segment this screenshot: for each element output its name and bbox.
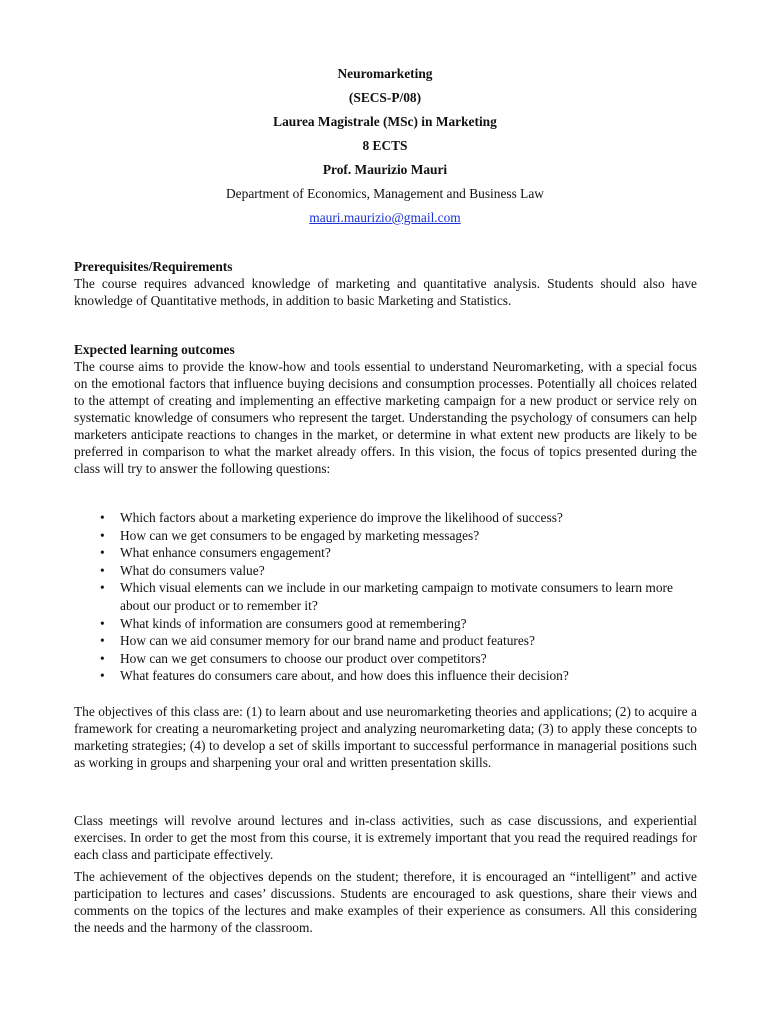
- email-link[interactable]: mauri.maurizio@gmail.com: [309, 210, 461, 225]
- bullet-icon: •: [100, 615, 105, 631]
- outcomes-section: [74, 341, 697, 477]
- list-item: • What enhance consumers engagement?: [100, 545, 331, 561]
- bullet-icon: •: [100, 527, 105, 543]
- course-code: (SECS-P/08): [348, 90, 422, 105]
- list-item: • How can we get consumers to choose our product over competitors?: [100, 650, 487, 666]
- outcomes-text: The course aims to provide the know-how and tools essential to understand Neuromarketing, with a special focus on the emotional factors that influence buying decisions and consumption processes. Potentially all choices related to the attempt of creating and implementing an effective marketing campaign for a new product or service rely on systematic knowledge of consumers who represent the target. Understanding the psychology of consumers can help marketers anticipate reactions to changes in the market, or determine in what extent new products are likely to be preferred in comparison to what the market already offers. In this vision, the focus of topics presented during the class will try to answer the following questions:: [74, 359, 697, 476]
- list-item: • What kinds of information are consumers good at remembering?: [100, 615, 467, 631]
- prerequisites-section: [74, 258, 697, 309]
- list-item: • What do consumers value?: [100, 562, 265, 578]
- questions-list: [74, 509, 697, 685]
- bullet-icon: •: [100, 545, 105, 561]
- professor-name: Prof. Maurizio Mauri: [322, 162, 448, 177]
- bullet-icon: •: [100, 580, 105, 596]
- course-title: Neuromarketing: [337, 66, 433, 81]
- list-item: • Which factors about a marketing experience do improve the likelihood of success?: [100, 510, 563, 525]
- department-name: Department of Economics, Management and Business Law: [226, 186, 544, 201]
- list-item: • What features do consumers care about, and how does this influence their decision?: [100, 668, 569, 684]
- bullet-icon: •: [100, 668, 105, 684]
- email-line: [0, 210, 770, 226]
- prerequisites-text: The course requires advanced knowledge of marketing and quantitative analysis. Students should also have knowledge of Quantitative methods, in addition to basic Marketing and Statistics.: [74, 276, 697, 308]
- list-item: • How can we get consumers to be engaged by marketing messages?: [100, 527, 480, 543]
- course-credits: 8 ECTS: [362, 138, 408, 153]
- meetings-paragraph: Class meetings will revolve around lectures and in-class activities, such as case discussions, and experiential exercises. In order to get the most from this course, it is extremely important that you read the required readings for each class and participate effectively.: [74, 813, 697, 862]
- bullet-icon: •: [100, 510, 105, 525]
- achievement-paragraph: The achievement of the objectives depends on the student; therefore, it is encouraged an “intelligent” and active participation to lectures and cases’ discussions. Students are encouraged to ask questions, share their views and comments on the topics of the lectures and make examples of their experience as consumers. All this considering the needs and the harmony of the classroom.: [74, 869, 697, 935]
- objectives-paragraph: The objectives of this class are: (1) to learn about and use neuromarketing theories and applications; (2) to acquire a framework for creating a neuromarketing project and analyzing neuromarketing data; (3) to apply these concepts to marketing strategies; (4) to develop a set of skills important to successful performance in managerial positions such as working in groups and sharpening your oral and written presentation skills.: [74, 704, 697, 770]
- bullet-icon: •: [100, 650, 105, 666]
- bullet-icon: •: [100, 562, 105, 578]
- outcomes-heading: Expected learning outcomes: [74, 342, 235, 357]
- prerequisites-heading: Prerequisites/Requirements: [74, 259, 233, 274]
- bullet-icon: •: [100, 633, 105, 649]
- degree-name: Laurea Magistrale (MSc) in Marketing: [273, 114, 497, 129]
- list-item: • Which visual elements can we include in our marketing campaign to motivate consumers to learn more about our product or to remember it?: [100, 580, 673, 613]
- list-item: • How can we aid consumer memory for our brand name and product features?: [100, 633, 535, 649]
